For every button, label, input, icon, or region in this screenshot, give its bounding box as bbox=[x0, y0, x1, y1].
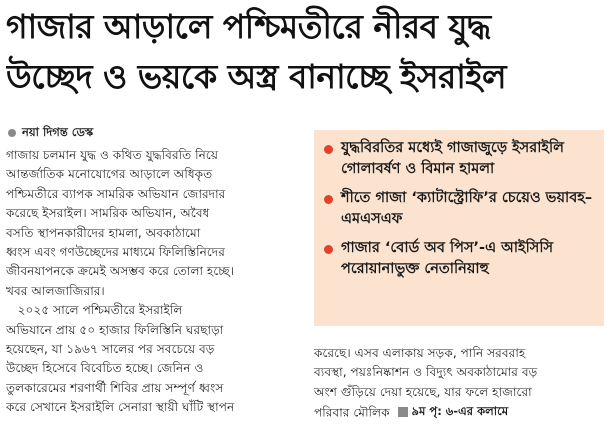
related-news-title: গাজার ‘বোর্ড অব পিস’-এ আইসিসি পরোয়ানাভুক্ত নেতানিয়াহু bbox=[341, 240, 554, 277]
byline bbox=[8, 124, 93, 142]
headline bbox=[6, 2, 604, 102]
bullet-dot-icon bbox=[324, 245, 333, 254]
body-line: ধ্বংস এবং গণউচ্ছেদের মাধ্যমে ফিলিস্তিনিদের bbox=[6, 244, 225, 259]
body-line: হয়েছেন, যা ১৯৬৭ সালের পর সবচেয়ে বড় bbox=[6, 341, 215, 356]
body-line: করেছে। এসব এলাকায় সড়ক, পানি সরবরাহ bbox=[314, 346, 526, 360]
bullet-dot-icon bbox=[324, 195, 333, 204]
body-line: উচ্ছেদ হিসেবে বিবেচিত হচ্ছে। জেনিন ও bbox=[6, 361, 204, 376]
related-news-title: যুদ্ধবিরতির মধ্যেই গাজাজুড়ে ইসরাইলি গোলাবর্ষণ ও বিমান হামলা bbox=[341, 140, 564, 177]
related-news-box bbox=[314, 130, 604, 326]
related-news-title: শীতে গাজা ‘ক্যাটাস্ট্রোফি’র চেয়েও ভয়াবহ– এমএসএফ bbox=[341, 190, 593, 227]
related-news-item[interactable] bbox=[324, 188, 596, 230]
body-line: করে সেখানে ইসরাইলি সেনারা স্থায়ী ঘাঁটি স্থাপন bbox=[6, 400, 235, 415]
body-line: পশ্চিমতীরে ব্যাপক সামরিক অভিযান জোরদার bbox=[6, 186, 226, 201]
body-line-text: পরিবার মৌলিক bbox=[314, 405, 390, 420]
bullet-dot-icon bbox=[324, 145, 333, 154]
body-line: ব্যবস্থা, পয়ঃনিষ্কাশন ও বিদ্যুৎ অবকাঠামোর বড় bbox=[314, 365, 538, 380]
body-line: অভিযানে প্রায় ৫০ হাজার ফিলিস্তিনি ঘরছাড়া bbox=[6, 322, 224, 337]
body-line: ২০২৫ সালে পশ্চিমতীরে ইসরাইলি bbox=[6, 303, 183, 318]
body-line: তুলকারেমের শরণার্থী শিবির প্রায় সম্পূর্ণ ধ্বংস bbox=[6, 380, 224, 395]
bullet-dot-icon bbox=[8, 129, 16, 137]
body-line: বসতি স্থাপনকারীদের হামলা, অবকাঠামো bbox=[6, 225, 201, 240]
square-marker-icon bbox=[398, 407, 408, 417]
body-line: আন্তর্জাতিক মনোযোগের আড়ালে অধিকৃত bbox=[6, 167, 213, 182]
headline-line-1: গাজার আড়ালে পশ্চিমতীরে নীরব যুদ্ধ bbox=[6, 7, 491, 46]
related-news-item[interactable] bbox=[324, 138, 596, 180]
body-line-last bbox=[314, 402, 606, 421]
article-column-left bbox=[6, 146, 308, 417]
article-column-right bbox=[314, 344, 606, 422]
continued-text: ৯ম পৃ: ৬-এর কলামে bbox=[411, 404, 509, 419]
body-line: খবর আলজাজিরার। bbox=[6, 283, 105, 298]
body-line: গাজায় চলমান যুদ্ধ ও কথিত যুদ্ধবিরতি নিয়ে bbox=[6, 148, 218, 162]
byline-text: নয়া দিগন্ত ডেস্ক bbox=[22, 124, 94, 139]
body-line: জীবনযাপনকে ক্রমেই অসম্ভব করে তোলা হচ্ছে। bbox=[6, 264, 235, 279]
related-news-item[interactable] bbox=[324, 238, 596, 280]
body-line: অংশ গুঁড়িয়ে দেয়া হয়েছে, যার ফলে হাজারো bbox=[314, 384, 532, 399]
continued-marker[interactable] bbox=[398, 402, 509, 421]
headline-line-2: উচ্ছেদ ও ভয়কে অস্ত্র বানাচ্ছে ইসরাইল bbox=[6, 57, 507, 96]
body-line: করেছে ইসরাইল। সামরিক অভিযান, অবৈধ bbox=[6, 206, 210, 221]
